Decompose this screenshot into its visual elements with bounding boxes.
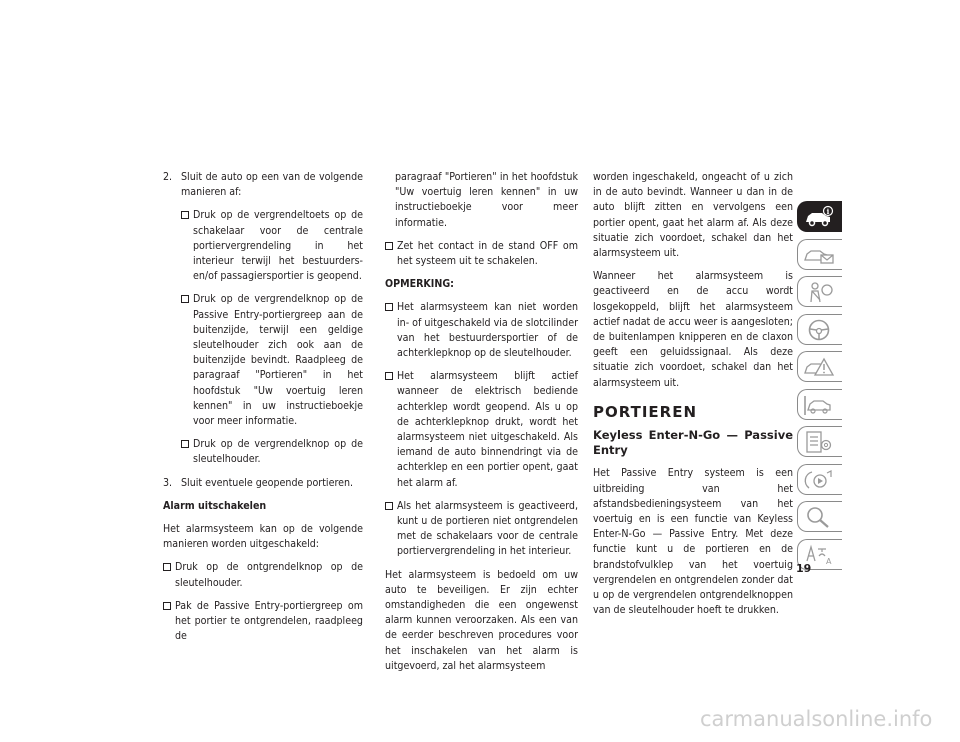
text-column-2 [385, 170, 578, 682]
step-3 [163, 476, 363, 491]
checkbox-bullet-icon [385, 303, 393, 311]
car-emergency-icon [803, 355, 835, 379]
bullet-item [385, 499, 578, 560]
tab-steering-wheel[interactable] [797, 314, 842, 345]
bullet-item [181, 437, 363, 467]
step-text: Sluit de auto op een van de volgende manieren af: [181, 171, 363, 199]
paragraph: worden ingeschakeld, ongeacht of u zich in de auto bevindt. Wanneer u dan in de auto blijft zitten en vervolgens een portier opent, gaat het alarm af. Als deze situatie zich voordoet, schakel dan het alarmsysteem uit. [593, 171, 793, 260]
paragraph: Wanneer het alarmsysteem is geactiveerd en de accu wordt losgekoppeld, blijft het alarmsysteem actief nadat de accu weer is aangesloten; de buitenlampen knipperen en de claxon geeft een geluidssignaal. Als deze situatie zich voordoet, schakel dan het alarmsysteem uit. [593, 270, 793, 389]
note-heading: OPMERKING: [385, 278, 454, 291]
step-2 [163, 170, 363, 200]
car-message-icon [803, 243, 835, 267]
bullet-text: Het alarmsysteem blijft actief wanneer de elektrisch bediende achterklep wordt geopend. Als u op de achterklepknop drukt, wordt het alarmsysteem niet uitgeschakeld. Als iemand de auto binnendringt via de achterklep en een portier opent, gaat het alarm af. [397, 370, 578, 489]
text-column-1 [163, 170, 363, 652]
page-number: 19 [796, 562, 812, 575]
section-heading: Alarm uitschakelen [163, 499, 267, 512]
tab-car-info[interactable] [797, 201, 842, 232]
seatbelt-airbag-icon [803, 280, 835, 304]
checkbox-bullet-icon [163, 602, 171, 610]
bullet-text: Druk op de ontgrendelknop op de sleutelhouder. [175, 561, 363, 589]
bullet-item [181, 292, 363, 429]
bullet-item [385, 369, 578, 491]
subsection-heading: Keyless Enter-N-Go — Passive Entry [593, 428, 793, 458]
step-number: 3. [163, 476, 173, 489]
watermark: carmanualsonline.info [700, 707, 933, 731]
paragraph: Het alarmsysteem is bedoeld om uw auto te beveiligen. Er zijn echter omstandigheden die een ongewenst alarm kunnen veroorzaken. Als een van de eerder beschreven procedures voor het inschakelen van het alarm is uitgevoerd, zal het alarmsysteem [385, 568, 578, 672]
step-number: 2. [163, 171, 173, 183]
search-icon [803, 505, 835, 529]
svg-text:i: i [826, 207, 830, 216]
step-text: Sluit eventuele geopende portieren. [181, 476, 354, 489]
text-column-3 [593, 170, 793, 626]
bullet-item [181, 208, 363, 284]
bullet-item [385, 239, 578, 269]
steering-wheel-icon [803, 318, 835, 342]
checkbox-bullet-icon [163, 563, 171, 571]
tab-car-message[interactable] [797, 239, 842, 270]
checkbox-bullet-icon [385, 372, 393, 380]
specifications-icon [803, 430, 835, 454]
bullet-text: Druk op de vergrendelknop op de Passive Entry-portiergreep aan de buitenzijde, terwijl een geldige sleutelhouder zich ook aan de buitenzijde bevindt. Raadpleeg de paragraaf "Portieren" in het hoofdstuk "Uw voertuig leren kennen" in uw instructieboekje voor meer informatie. [193, 293, 363, 428]
checkbox-bullet-icon [385, 242, 393, 250]
car-service-icon [803, 393, 835, 417]
checkbox-bullet-icon [385, 502, 393, 510]
paragraph: Het Passive Entry systeem is een uitbreiding van het afstandsbedieningsysteem van het voertuig en is een functie van Keyless Enter-N-Go — Passive Entry. Met deze functie kunt u de portieren en de brandstofvulklep van het voertuig vergrendelen en ontgrendelen zonder dat u op de vergrendelen ontgrendelknoppen van de sleutelhouder hoeft te drukken. [593, 467, 793, 617]
tab-seatbelt-airbag[interactable] [797, 276, 842, 307]
bullet-text: Pak de Passive Entry-portiergreep om het portier te ontgrendelen, raadpleeg de [175, 599, 363, 643]
checkbox-bullet-icon [181, 211, 189, 219]
checkbox-bullet-icon [181, 440, 189, 448]
chapter-tabs [797, 201, 842, 576]
tab-specifications[interactable] [797, 426, 842, 457]
tab-multimedia[interactable] [797, 464, 842, 495]
tab-car-service[interactable] [797, 389, 842, 420]
bullet-continuation: paragraaf "Portieren" in het hoofdstuk "Uw voertuig leren kennen" in uw instructieboekje voor meer informatie. [395, 171, 578, 229]
paragraph: Het alarmsysteem kan op de volgende manieren worden uitgeschakeld: [163, 523, 363, 551]
multimedia-icon [803, 468, 835, 492]
bullet-text: Zet het contact in de stand OFF om het systeem uit te schakelen. [397, 239, 578, 268]
bullet-item [163, 599, 363, 645]
bullet-item [385, 300, 578, 361]
bullet-text: Druk op de vergrendeltoets op de schakelaar voor de centrale portiervergrendeling in het interieur terwijl het bestuurders- en/of passagiersportier is geopend. [193, 209, 363, 283]
chapter-heading: PORTIEREN [593, 402, 698, 421]
svg-text:A: A [826, 556, 832, 566]
checkbox-bullet-icon [181, 295, 189, 303]
bullet-text: Als het alarmsysteem is geactiveerd, kunt u de portieren niet ontgrendelen met de schakelaars voor de centrale portiervergrendeling in het interieur. [397, 499, 578, 558]
tab-car-emergency[interactable] [797, 351, 842, 382]
bullet-item [163, 560, 363, 590]
bullet-text: Druk op de vergrendelknop op de sleutelhouder. [193, 438, 363, 466]
tab-search[interactable] [797, 501, 842, 532]
bullet-text: Het alarmsysteem kan niet worden in- of uitgeschakeld via de slotcilinder van het bestuurdersportier of de achterklepknop op de sleutelhouder. [397, 301, 578, 360]
car-info-icon [803, 205, 835, 229]
